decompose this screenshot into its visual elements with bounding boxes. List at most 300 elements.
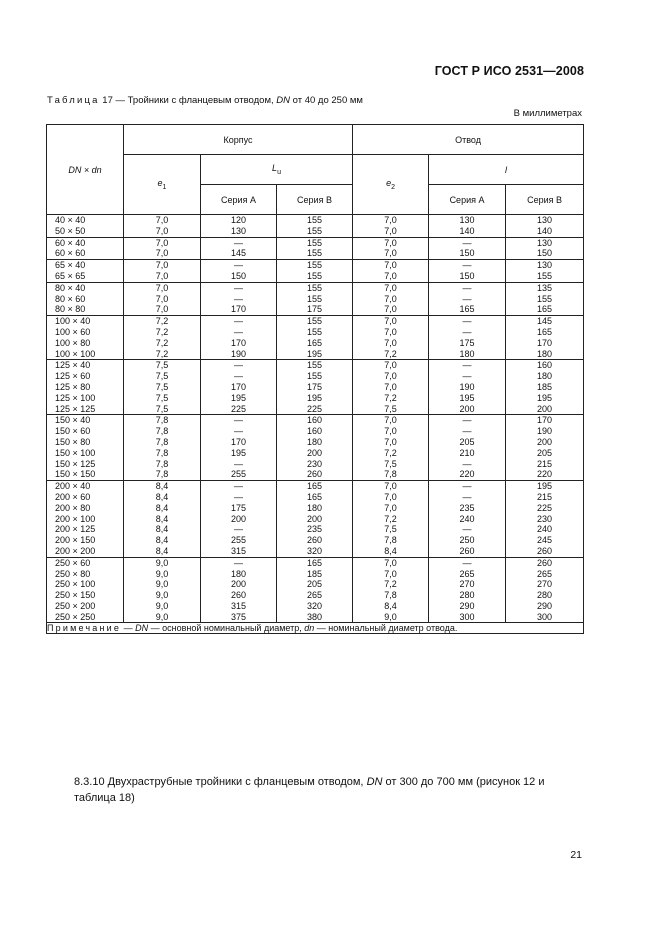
cell-value: 7,2	[155, 348, 169, 359]
cell-value: 9,0	[155, 557, 169, 568]
cell-value: 80 × 40	[55, 282, 86, 293]
cell-dn	[47, 481, 124, 558]
cell-dn	[47, 557, 124, 623]
cell-value: 7,0	[384, 371, 397, 382]
cell-value: 380	[307, 611, 323, 622]
cell-value: 7,5	[155, 403, 169, 414]
cell-value: 155	[307, 293, 323, 304]
cell-value: 9,0	[155, 590, 169, 601]
cell-value: 7,0	[384, 360, 397, 371]
cell-value: 7,0	[384, 481, 397, 492]
cell-value: 145	[230, 248, 247, 259]
cell-e1	[124, 316, 201, 360]
header-lu-series-b: Серия В	[277, 185, 353, 215]
cell-value: 7,8	[155, 436, 169, 447]
cell-value: 7,8	[155, 458, 169, 469]
cell-value: 7,0	[155, 215, 169, 225]
cell-value: 185	[307, 568, 323, 579]
cell-value: 200	[230, 579, 247, 590]
cell-value: —	[462, 415, 472, 426]
cell-value: —	[234, 481, 243, 492]
cell-value: 7,0	[384, 502, 397, 513]
cell-e2	[353, 415, 429, 481]
cell-value: 7,5	[155, 392, 169, 403]
table-row-group	[47, 415, 584, 481]
cell-value: 200 × 60	[55, 491, 91, 502]
cell-e1	[124, 215, 201, 238]
cell-value: 125 × 100	[55, 392, 96, 403]
cell-value: 225	[537, 502, 553, 513]
cell-e1	[124, 557, 201, 623]
cell-value: 155	[307, 260, 323, 271]
cell-value: 155	[307, 248, 323, 259]
cell-value: 205	[537, 447, 553, 458]
cell-value: 290	[537, 600, 553, 611]
cell-dn	[47, 260, 124, 283]
cell-value: 7,2	[384, 348, 397, 359]
cell-value: 300	[459, 611, 475, 622]
cell-value: —	[462, 481, 472, 492]
cell-lu-b	[277, 360, 353, 415]
cell-value: —	[234, 491, 243, 502]
cell-e2	[353, 215, 429, 238]
cell-value: —	[234, 426, 243, 437]
cell-value: 100 × 60	[55, 326, 91, 337]
cell-l-b	[506, 237, 584, 260]
cell-lu-b	[277, 260, 353, 283]
cell-value: 125 × 60	[55, 371, 91, 382]
cell-l-b	[506, 557, 584, 623]
cell-value: 200 × 125	[55, 524, 96, 535]
cell-value: 250 × 80	[55, 568, 91, 579]
cell-l-a	[429, 360, 506, 415]
cell-value: 195	[230, 447, 247, 458]
cell-value: 280	[459, 590, 475, 601]
cell-value: 130	[459, 215, 475, 225]
cell-value: 195	[537, 481, 553, 492]
cell-lu-a	[201, 557, 277, 623]
cell-dn	[47, 316, 124, 360]
cell-value: 165	[307, 491, 323, 502]
cell-value: 65 × 65	[55, 270, 86, 281]
cell-value: 215	[537, 458, 553, 469]
cell-value: —	[462, 293, 472, 304]
cell-value: 7,0	[384, 270, 397, 281]
cell-value: 135	[537, 282, 553, 293]
cell-value: 7,0	[384, 237, 397, 248]
cell-value: 7,2	[155, 337, 169, 348]
table-row-group	[47, 316, 584, 360]
cell-value: 7,0	[384, 215, 397, 225]
cell-value: 150	[537, 248, 553, 259]
cell-dn	[47, 237, 124, 260]
cell-value: 140	[459, 225, 475, 236]
cell-value: 7,0	[384, 316, 397, 327]
cell-lu-a	[201, 316, 277, 360]
cell-value: 7,0	[155, 282, 169, 293]
cell-value: 200	[307, 513, 323, 524]
cell-value: 180	[537, 371, 553, 382]
cell-value: 7,8	[155, 469, 169, 480]
cell-value: 7,5	[155, 371, 169, 382]
cell-value: 260	[537, 545, 553, 556]
table-row-group	[47, 557, 584, 623]
cell-value: 165	[537, 304, 553, 315]
cell-value: 155	[307, 215, 323, 225]
cell-lu-a	[201, 415, 277, 481]
cell-value: 7,2	[384, 392, 397, 403]
cell-value: 195	[307, 348, 323, 359]
cell-dn	[47, 215, 124, 238]
cell-value: 240	[537, 524, 553, 535]
cell-value: —	[234, 260, 243, 271]
cell-e2	[353, 316, 429, 360]
caption-label: Таблица	[47, 95, 100, 106]
cell-value: —	[462, 237, 472, 248]
cell-value: 8,4	[155, 491, 169, 502]
cell-value: 80 × 80	[55, 304, 86, 315]
cell-value: 155	[307, 270, 323, 281]
cell-value: 170	[537, 337, 553, 348]
cell-value: 245	[537, 535, 553, 546]
cell-value: 7,5	[384, 403, 397, 414]
cell-value: —	[462, 371, 472, 382]
cell-value: 270	[459, 579, 475, 590]
header-l-series-a: Серия А	[429, 185, 506, 215]
cell-lu-a	[201, 215, 277, 238]
cell-value: —	[462, 491, 472, 502]
header-body-group: Корпус	[124, 125, 353, 155]
cell-value: 165	[537, 326, 553, 337]
cell-value: 65 × 40	[55, 260, 86, 271]
cell-value: 235	[307, 524, 323, 535]
cell-value: 250 × 250	[55, 611, 96, 622]
cell-value: 130	[537, 260, 553, 271]
cell-value: 155	[537, 293, 553, 304]
cell-value: 180	[307, 436, 323, 447]
cell-value: —	[234, 282, 243, 293]
cell-value: 320	[307, 545, 323, 556]
cell-value: 7,0	[155, 248, 169, 259]
table-row-group	[47, 215, 584, 238]
table-row-group	[47, 360, 584, 415]
cell-l-a	[429, 215, 506, 238]
cell-value: —	[234, 316, 243, 327]
cell-value: 160	[307, 415, 323, 426]
cell-value: 7,0	[155, 304, 169, 315]
caption-range: от 40 до 250 мм	[290, 95, 363, 106]
cell-value: 8,4	[155, 545, 169, 556]
cell-e2	[353, 282, 429, 315]
cell-value: 260	[230, 590, 247, 601]
cell-value: 9,0	[384, 611, 397, 622]
cell-value: 170	[230, 436, 247, 447]
table-note: Примечание — DN — основной номинальный диаметр, dn — номинальный диаметр отвода.	[47, 623, 584, 634]
cell-value: 8,4	[155, 535, 169, 546]
cell-value: 200	[459, 403, 475, 414]
cell-value: 155	[307, 237, 323, 248]
cell-value: 180	[537, 348, 553, 359]
cell-value: 7,5	[384, 524, 397, 535]
cell-l-a	[429, 557, 506, 623]
cell-e1	[124, 260, 201, 283]
cell-value: —	[234, 458, 243, 469]
cell-value: 265	[537, 568, 553, 579]
cell-value: 130	[537, 215, 553, 225]
cell-value: 7,0	[384, 248, 397, 259]
cell-value: 7,0	[384, 282, 397, 293]
caption-dn: DN	[276, 95, 290, 106]
cell-value: 200 × 200	[55, 545, 96, 556]
cell-value: 165	[459, 304, 475, 315]
cell-value: 7,2	[155, 316, 169, 327]
section-paragraph: 8.3.10 Двухраструбные тройники с фланцевым отводом, DN от 300 до 700 мм (рисунок 12 и таблица 18)	[74, 776, 545, 804]
cell-lu-b	[277, 282, 353, 315]
cell-value: 205	[459, 436, 475, 447]
cell-value: 7,0	[384, 304, 397, 315]
cell-value: 375	[230, 611, 247, 622]
cell-l-a	[429, 415, 506, 481]
cell-value: —	[234, 524, 243, 535]
cell-value: 250	[459, 535, 475, 546]
cell-value: 150 × 100	[55, 447, 96, 458]
cell-value: 225	[230, 403, 247, 414]
cell-value: —	[462, 426, 472, 437]
cell-lu-a	[201, 260, 277, 283]
cell-value: 265	[307, 590, 323, 601]
cell-value: 150 × 80	[55, 436, 91, 447]
cell-l-a	[429, 316, 506, 360]
cell-e2	[353, 237, 429, 260]
cell-value: 9,0	[155, 600, 169, 611]
cell-value: 8,4	[155, 502, 169, 513]
cell-value: 200 × 40	[55, 481, 91, 492]
cell-value: 190	[230, 348, 247, 359]
cell-value: 240	[459, 513, 475, 524]
cell-value: —	[462, 326, 472, 337]
cell-dn	[47, 415, 124, 481]
cell-value: —	[462, 458, 472, 469]
cell-value: 200 × 80	[55, 502, 91, 513]
cell-value: 150	[459, 270, 475, 281]
cell-value: 145	[537, 316, 553, 327]
cell-value: 7,8	[384, 590, 397, 601]
cell-value: 7,0	[384, 568, 397, 579]
cell-value: 225	[307, 403, 323, 414]
cell-value: 205	[307, 579, 323, 590]
cell-lu-b	[277, 215, 353, 238]
cell-e1	[124, 282, 201, 315]
table-row-group	[47, 481, 584, 558]
cell-value: 280	[537, 590, 553, 601]
cell-value: 255	[230, 535, 247, 546]
cell-e1	[124, 360, 201, 415]
cell-value: 7,5	[155, 381, 169, 392]
tee-dimensions-table	[46, 124, 584, 634]
cell-value: 120	[230, 215, 247, 225]
cell-value: 250 × 60	[55, 557, 91, 568]
cell-value: 100 × 40	[55, 316, 91, 327]
cell-value: 155	[537, 270, 553, 281]
cell-value: 250 × 100	[55, 579, 96, 590]
cell-e1	[124, 481, 201, 558]
cell-value: 155	[307, 371, 323, 382]
cell-value: 100 × 100	[55, 348, 96, 359]
cell-value: 7,8	[384, 535, 397, 546]
cell-value: 125 × 80	[55, 381, 91, 392]
header-lu-series-a: Серия А	[201, 185, 277, 215]
cell-lu-a	[201, 237, 277, 260]
cell-value: 7,8	[155, 426, 169, 437]
cell-l-b	[506, 282, 584, 315]
cell-lu-a	[201, 360, 277, 415]
cell-value: 160	[307, 426, 323, 437]
cell-value: 175	[307, 381, 323, 392]
cell-value: 7,0	[384, 381, 397, 392]
cell-value: 80 × 60	[55, 293, 86, 304]
cell-value: 195	[459, 392, 475, 403]
cell-value: 7,0	[384, 491, 397, 502]
cell-dn	[47, 282, 124, 315]
cell-l-b	[506, 316, 584, 360]
header-e1: $e_1$	[124, 155, 201, 215]
cell-value: 200	[307, 447, 323, 458]
cell-lu-a	[201, 481, 277, 558]
cell-value: 185	[537, 381, 553, 392]
cell-value: 255	[230, 469, 247, 480]
cell-value: 200 × 150	[55, 535, 96, 546]
cell-value: 7,0	[384, 337, 397, 348]
cell-value: 200	[230, 513, 247, 524]
cell-value: 175	[307, 304, 323, 315]
cell-value: 230	[537, 513, 553, 524]
cell-l-a	[429, 481, 506, 558]
cell-value: 150 × 40	[55, 415, 91, 426]
cell-value: 150 × 125	[55, 458, 96, 469]
cell-value: 220	[459, 469, 475, 480]
cell-value: 265	[459, 568, 475, 579]
cell-l-b	[506, 215, 584, 238]
cell-value: 315	[230, 545, 247, 556]
cell-value: —	[462, 524, 472, 535]
cell-value: 315	[230, 600, 247, 611]
cell-value: 8,4	[384, 600, 397, 611]
cell-value: 200	[537, 403, 553, 414]
cell-l-b	[506, 260, 584, 283]
cell-value: 190	[459, 381, 475, 392]
cell-value: 140	[537, 225, 553, 236]
header-dn: DN × dn	[47, 125, 124, 215]
cell-value: 7,0	[384, 415, 397, 426]
cell-value: 125 × 40	[55, 360, 91, 371]
cell-value: 180	[307, 502, 323, 513]
cell-e2	[353, 557, 429, 623]
cell-value: 7,0	[384, 436, 397, 447]
cell-e2	[353, 481, 429, 558]
cell-value: 7,0	[384, 326, 397, 337]
cell-value: 175	[230, 502, 247, 513]
cell-value: 170	[537, 415, 553, 426]
cell-value: 210	[459, 447, 475, 458]
cell-value: 8,4	[155, 524, 169, 535]
cell-value: 7,0	[384, 260, 397, 271]
cell-dn	[47, 360, 124, 415]
cell-value: 165	[307, 557, 323, 568]
cell-value: 9,0	[155, 568, 169, 579]
cell-value: 8,4	[155, 513, 169, 524]
cell-value: 150	[230, 270, 247, 281]
cell-value: 320	[307, 600, 323, 611]
cell-value: 260	[307, 535, 323, 546]
cell-value: 300	[537, 611, 553, 622]
cell-value: 165	[307, 337, 323, 348]
cell-value: 155	[307, 225, 323, 236]
cell-value: 180	[459, 348, 475, 359]
cell-value: 7,0	[155, 270, 169, 281]
cell-value: 130	[230, 225, 247, 236]
header-l: l	[429, 155, 584, 185]
cell-value: 155	[307, 316, 323, 327]
cell-value: 195	[230, 392, 247, 403]
cell-value: 7,8	[155, 447, 169, 458]
cell-value: 7,8	[384, 469, 397, 480]
cell-value: 8,4	[384, 545, 397, 556]
cell-value: 250 × 150	[55, 590, 96, 601]
table-row-group	[47, 260, 584, 283]
cell-value: 60 × 60	[55, 248, 86, 259]
cell-value: 7,0	[155, 293, 169, 304]
cell-l-b	[506, 415, 584, 481]
cell-value: 9,0	[155, 611, 169, 622]
cell-value: 270	[537, 579, 553, 590]
cell-l-b	[506, 360, 584, 415]
cell-lu-b	[277, 481, 353, 558]
cell-l-a	[429, 282, 506, 315]
table-caption	[47, 95, 363, 106]
units-label: В миллиметрах	[513, 108, 582, 119]
table-row-group	[47, 282, 584, 315]
cell-value: 7,5	[155, 360, 169, 371]
cell-value: 7,0	[155, 237, 169, 248]
cell-value: 130	[537, 237, 553, 248]
cell-value: 7,8	[155, 415, 169, 426]
cell-lu-b	[277, 557, 353, 623]
cell-value: —	[234, 326, 243, 337]
cell-value: 7,2	[155, 326, 169, 337]
cell-lu-a	[201, 282, 277, 315]
cell-lu-b	[277, 415, 353, 481]
cell-value: 150 × 60	[55, 426, 91, 437]
document-header: ГОСТ Р ИСО 2531—2008	[434, 64, 584, 78]
cell-value: 8,4	[155, 481, 169, 492]
header-lu: $L_u$	[201, 155, 353, 185]
cell-value: 7,2	[384, 513, 397, 524]
cell-e1	[124, 415, 201, 481]
cell-value: 260	[459, 545, 475, 556]
cell-value: 160	[537, 360, 553, 371]
cell-value: 200 × 100	[55, 513, 96, 524]
cell-value: —	[234, 360, 243, 371]
cell-value: 155	[307, 360, 323, 371]
cell-value: 200	[537, 436, 553, 447]
cell-value: 290	[459, 600, 475, 611]
cell-value: 170	[230, 337, 247, 348]
table-row-group	[47, 237, 584, 260]
cell-value: 155	[307, 326, 323, 337]
cell-value: 7,0	[384, 293, 397, 304]
cell-value: 155	[307, 282, 323, 293]
header-branch-group: Отвод	[353, 125, 584, 155]
